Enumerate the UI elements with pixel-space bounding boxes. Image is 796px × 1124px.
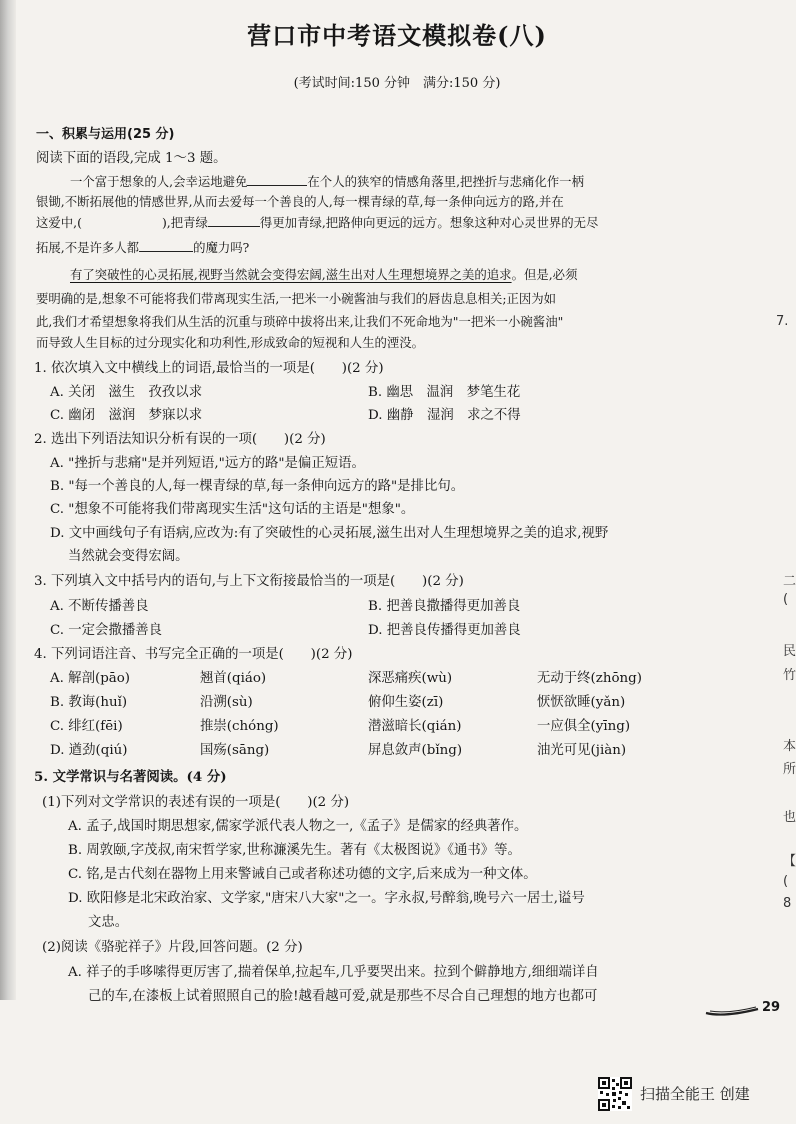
- q5-sub1-option-a: A. 孟子,战国时期思想家,儒家学派代表人物之一,《孟子》是儒家的经典著作。: [68, 819, 528, 834]
- q4-a-word-4: 无动于终(zhōng): [537, 671, 642, 686]
- q5-sub1-option-c: C. 铭,是古代刻在器物上用来警诫自己或者称述功德的文字,后来成为一种文体。: [68, 867, 537, 882]
- margin-fragment: 所: [783, 762, 796, 777]
- q4-a-word-3: 深恶痛疾(wù): [368, 671, 453, 686]
- margin-fragment: 7.: [776, 314, 789, 329]
- q1-option-d: D. 幽静 湿润 求之不得: [368, 408, 521, 423]
- scanner-watermark: 扫描全能王 创建: [640, 1085, 750, 1103]
- margin-fragment: 二: [783, 574, 796, 589]
- exam-info: (考试时间:150 分钟 满分:150 分): [293, 76, 501, 91]
- q4-c-word-3: 潜滋暗长(qián): [368, 719, 462, 734]
- passage-text: ),把青绿: [161, 215, 208, 230]
- passage-line: [70, 265, 577, 283]
- passage-line: 而导致人生目标的过分现实化和功利性,形成致命的短视和人生的湮没。: [36, 335, 425, 350]
- page-title: 营口市中考语文模拟卷(八): [247, 21, 547, 50]
- q4-c-word-4: 一应俱全(yīng): [537, 719, 631, 734]
- q2-option-d: D. 文中画线句子有语病,应改为:有了突破性的心灵拓展,滋生出对人生理想境界之美的追求,视野: [50, 526, 609, 541]
- q5-sub2-stem: (2)阅读《骆驼祥子》片段,回答问题。(2 分): [42, 940, 303, 955]
- q3-option-a: A. 不断传播善良: [50, 599, 149, 614]
- margin-fragment: 竹: [783, 668, 796, 683]
- question-2-stem: 2. 选出下列语法知识分析有误的一项( )(2 分): [34, 432, 326, 447]
- margin-fragment: (: [783, 592, 789, 607]
- passage-text: 在个人的狭窄的情感角落里,把挫折与悲痛化作一柄: [307, 174, 584, 189]
- q4-b-word-1: B. 教诲(huǐ): [50, 695, 128, 710]
- q2-option-d-continued: 当然就会变得宏阔。: [68, 549, 189, 564]
- passage-line: [70, 172, 584, 190]
- q5-sub1-stem: (1)下列对文学常识的表述有误的一项是( )(2 分): [42, 795, 350, 810]
- section-heading: 一、积累与运用(25 分): [36, 127, 175, 142]
- margin-fragment: 也: [783, 810, 796, 825]
- passage-line: 要明确的是,想象不可能将我们带离现实生活,一把米一小碗酱油与我们的唇齿息息相关;正因为如: [36, 291, 557, 306]
- question-5-stem: 5. 文学常识与名著阅读。(4 分): [34, 769, 227, 785]
- passage-text: 。但是,必须: [511, 267, 578, 282]
- q4-c-word-1: C. 绯红(fēi): [50, 719, 123, 734]
- q4-b-word-2: 沿溯(sù): [200, 695, 253, 710]
- margin-fragment: 民: [783, 644, 796, 659]
- q4-c-word-2: 推崇(chóng): [200, 719, 279, 734]
- q4-d-word-4: 油光可见(jiàn): [537, 743, 627, 758]
- passage-line: [36, 213, 598, 231]
- q3-option-c: C. 一定会撒播善良: [50, 623, 163, 638]
- q4-b-word-4: 恹恹欲睡(yǎn): [537, 695, 626, 710]
- passage-text: 的魔力吗?: [193, 240, 250, 255]
- q2-option-c: C. "想象不可能将我们带离现实生活"这句话的主语是"想象"。: [50, 502, 415, 517]
- passage-text: 得更加青绿,把路伸向更远的远方。想象这种对心灵世界的无尽: [259, 215, 599, 230]
- question-4-stem: 4. 下列词语注音、书写完全正确的一项是( )(2 分): [34, 647, 353, 662]
- answer-blank: [208, 214, 260, 227]
- q4-d-word-1: D. 遒劲(qiú): [50, 743, 128, 758]
- q3-option-d: D. 把善良传播得更加善良: [368, 623, 521, 638]
- q3-option-b: B. 把善良撒播得更加善良: [368, 599, 521, 614]
- q5-sub1-option-b: B. 周敦颐,字茂叔,南宋哲学家,世称濂溪先生。著有《太极图说》《通书》等。: [68, 843, 521, 858]
- passage-line: [36, 238, 249, 256]
- q4-b-word-3: 俯仰生姿(zī): [368, 695, 444, 710]
- q5-sub2-excerpt-line: 己的车,在漆板上试着照照自己的脸!越看越可爱,就是那些不尽合自己理想的地方也都可: [88, 989, 598, 1004]
- qr-code-icon: [598, 1077, 632, 1111]
- page-number-swoosh-icon: [704, 1005, 760, 1017]
- margin-fragment: 本: [783, 739, 796, 754]
- page-number: 29: [762, 1000, 781, 1015]
- q2-option-a: A. "挫折与悲痛"是并列短语,"远方的路"是偏正短语。: [50, 456, 365, 471]
- passage-text: 这爱中,(: [36, 215, 82, 230]
- q4-a-word-2: 翘首(qiáo): [200, 671, 267, 686]
- passage-line: 此,我们才希望想象将我们从生活的沉重与琐碎中拔将出来,让我们不死命地为"一把米一小碗酱油": [36, 314, 564, 329]
- underlined-sentence: 有了突破性的心灵拓展,视野当然就会变得宏阔,滋生出对人生理想境界之美的追求: [70, 267, 512, 282]
- answer-blank: [139, 239, 193, 252]
- q5-sub1-option-d: D. 欧阳修是北宋政治家、文学家,"唐宋八大家"之一。字永叔,号醉翁,晚号六一居士,谥号: [68, 891, 585, 906]
- q1-option-a: A. 关闭 滋生 孜孜以求: [50, 385, 203, 400]
- passage-text: 拓展,不是许多人都: [36, 240, 140, 255]
- passage-text: 一个富于想象的人,会幸运地避免: [70, 174, 248, 189]
- section-intro: 阅读下面的语段,完成 1～3 题。: [36, 151, 227, 166]
- q5-sub2-excerpt-line: A. 祥子的手哆嗦得更厉害了,揣着保单,拉起车,几乎要哭出来。拉到个僻静地方,细细端详自: [68, 965, 599, 980]
- q1-option-b: B. 幽思 温润 梦笔生花: [368, 385, 521, 400]
- q4-d-word-3: 屏息敛声(bǐng): [368, 743, 463, 758]
- scan-binding-edge: [0, 0, 16, 1000]
- margin-fragment: 【: [783, 854, 796, 869]
- margin-fragment: (: [783, 874, 789, 889]
- q1-option-c: C. 幽闭 滋润 梦寐以求: [50, 408, 203, 423]
- question-3-stem: 3. 下列填入文中括号内的语句,与上下文衔接最恰当的一项是( )(2 分): [34, 574, 464, 589]
- q5-sub1-option-d-continued: 文忠。: [88, 915, 129, 930]
- answer-blank: [247, 173, 307, 186]
- q4-d-word-2: 国殇(sāng): [200, 743, 270, 758]
- question-1-stem: 1. 依次填入文中横线上的词语,最恰当的一项是( )(2 分): [34, 361, 384, 376]
- margin-fragment: 8: [783, 896, 792, 911]
- q2-option-b: B. "每一个善良的人,每一棵青绿的草,每一条伸向远方的路"是排比句。: [50, 479, 465, 494]
- q4-a-word-1: A. 解剖(pāo): [50, 671, 131, 686]
- passage-line: 银锄,不断拓展他的情感世界,从而去爱每一个善良的人,每一棵青绿的草,每一条伸向远方的路,并在: [36, 194, 564, 209]
